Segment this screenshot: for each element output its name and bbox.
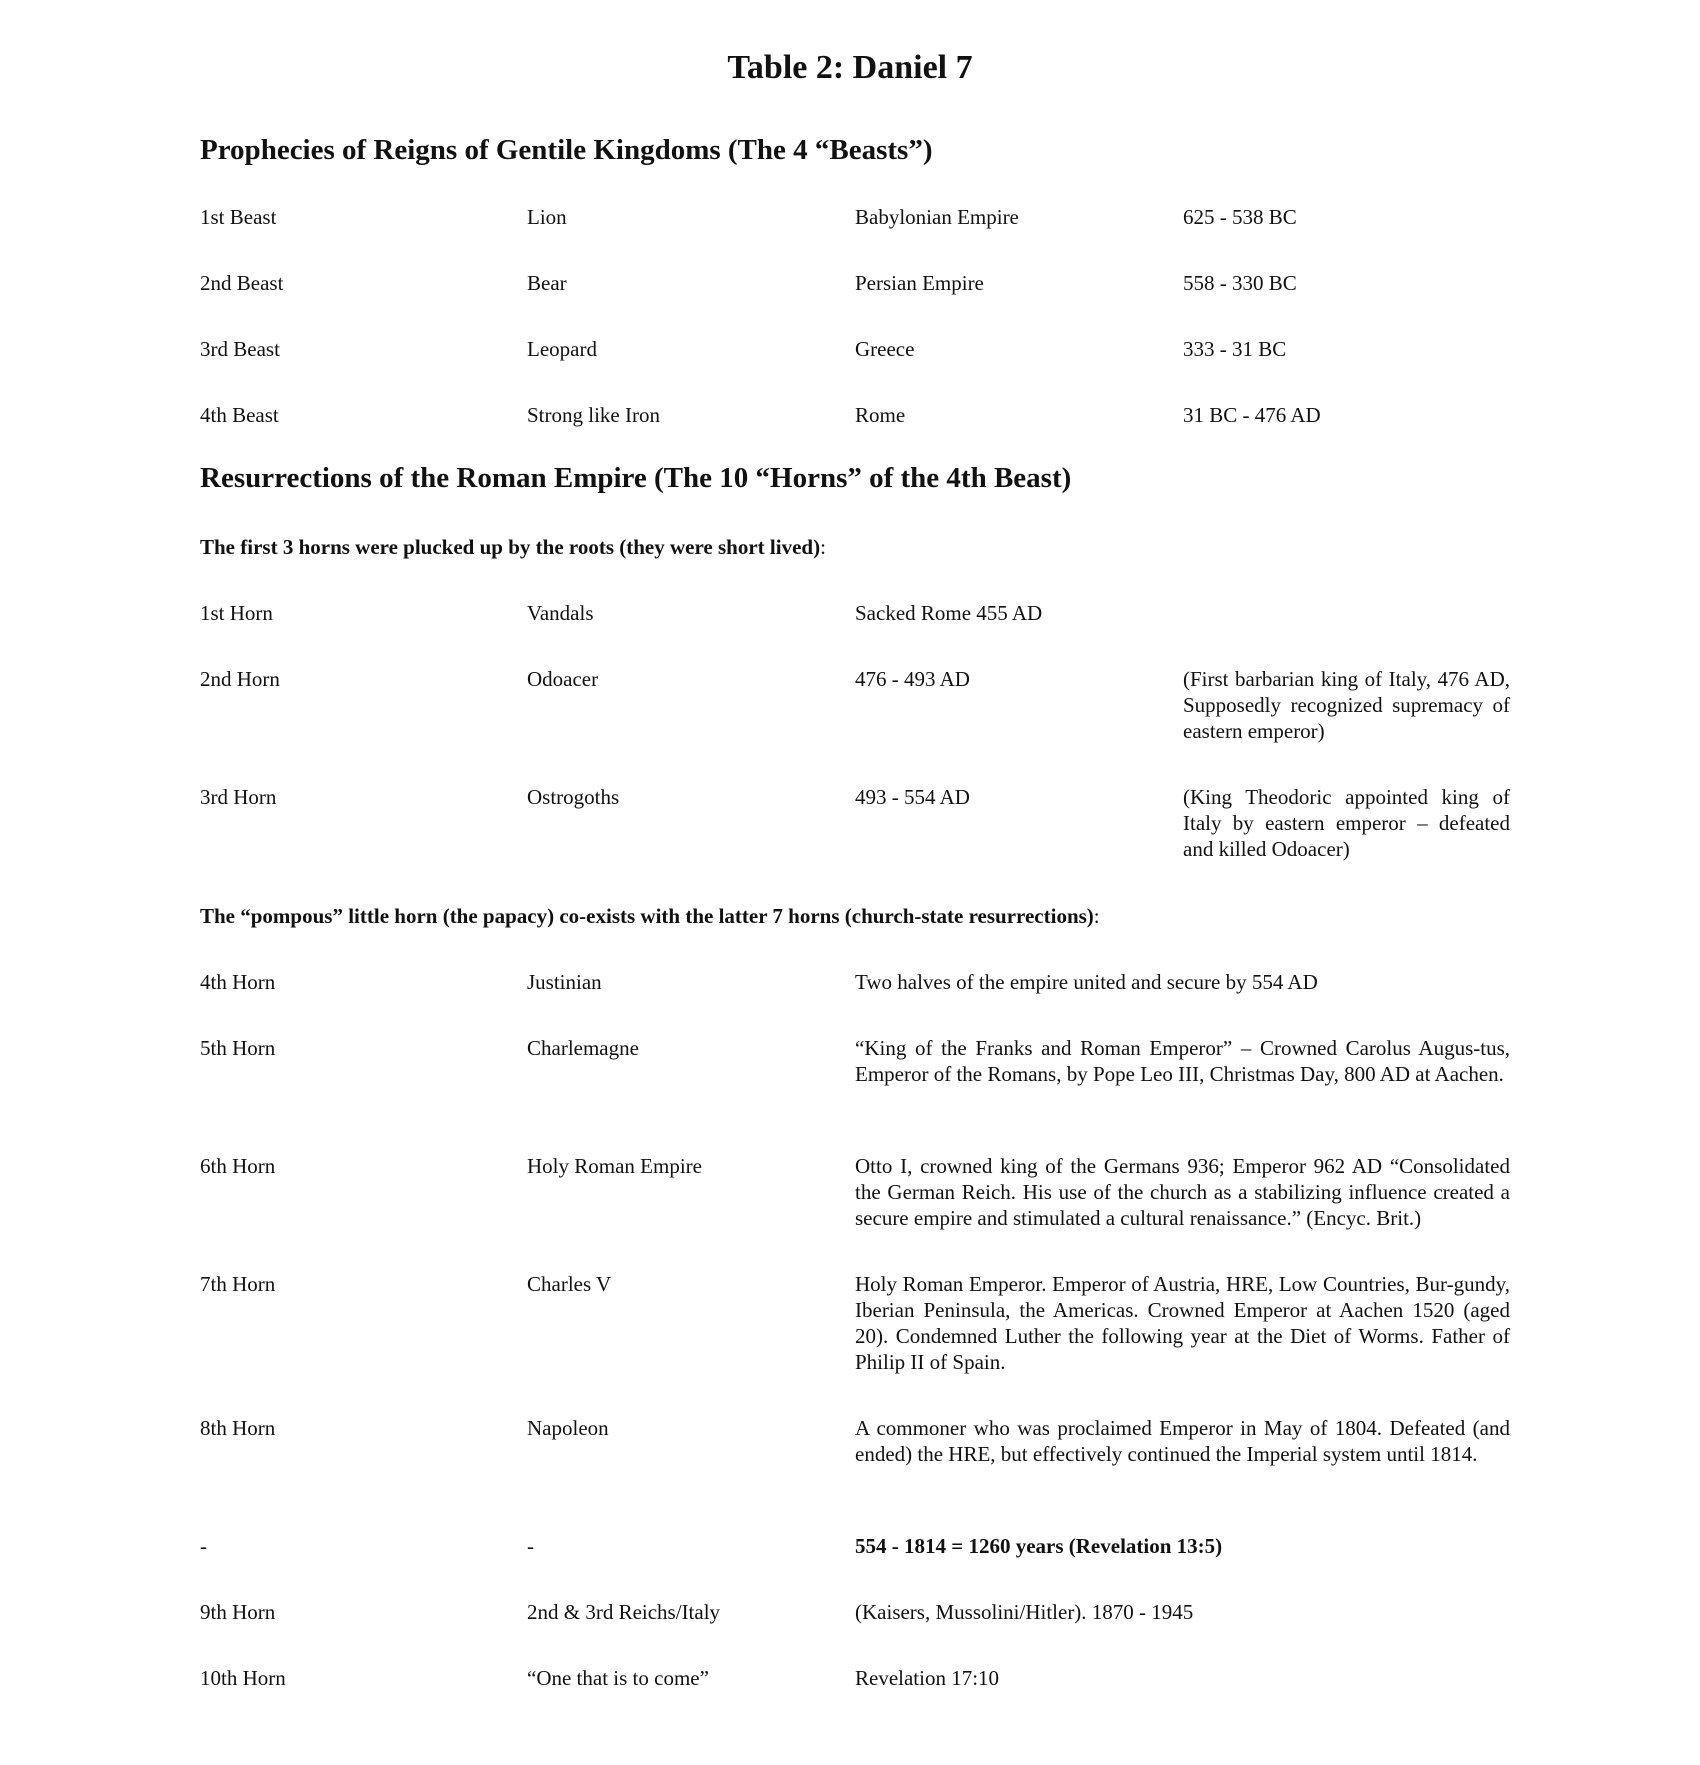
beast-kingdom: Babylonian Empire	[855, 205, 1019, 229]
horn-number: 10th Horn	[200, 1666, 286, 1690]
horn-description: “King of the Franks and Roman Emperor” – Crowned Carolus Augus-tus, Emperor of the Romans, by Pope Leo III, Christmas Day, 800 AD at Aachen.	[855, 1036, 1510, 1086]
first-group-label	[200, 534, 826, 560]
horn-number: 3rd Horn	[200, 785, 277, 809]
period-summary: 554 - 1814 = 1260 years (Revelation 13:5)	[855, 1534, 1223, 1558]
horn-name: Charles V	[527, 1272, 612, 1296]
beast-number: 3rd Beast	[200, 337, 280, 361]
first-group-label-text: The first 3 horns were plucked up by the roots (they were short lived)	[200, 535, 821, 559]
horn-note: (King Theodoric appointed king of Italy by eastern emperor – defeated and killed Odoacer)	[1183, 785, 1510, 861]
horn-event: Sacked Rome 455 AD	[855, 601, 1043, 625]
beast-number: 1st Beast	[200, 205, 277, 229]
horn-name: 2nd & 3rd Reichs/Italy	[527, 1600, 721, 1624]
horn-description: (Kaisers, Mussolini/Hitler). 1870 - 1945	[855, 1600, 1194, 1624]
beast-number: 2nd Beast	[200, 271, 284, 295]
horn-number: 4th Horn	[200, 970, 276, 994]
horn-number: 2nd Horn	[200, 667, 280, 691]
beast-dates: 333 - 31 BC	[1183, 337, 1287, 361]
horn-description: Holy Roman Emperor. Emperor of Austria, HRE, Low Countries, Bur-gundy, Iberian Peninsula, the Americas. Crowned Emperor at Aachen 1520 (aged 20). Condemned Luther the following year at the Diet of Worms. Father of Philip II of Spain.	[855, 1272, 1510, 1374]
horn-dates: 493 - 554 AD	[855, 785, 970, 809]
beast-symbol: Strong like Iron	[527, 403, 660, 427]
beast-symbol: Leopard	[527, 337, 597, 361]
horn-number: -	[200, 1534, 207, 1558]
horn-name: Napoleon	[527, 1416, 609, 1440]
first-group-label-colon: :	[820, 535, 826, 559]
horn-description: Revelation 17:10	[855, 1666, 1000, 1690]
beast-kingdom: Rome	[855, 403, 906, 427]
beasts-heading: Prophecies of Reigns of Gentile Kingdoms (The 4 “Beasts”)	[200, 134, 933, 166]
horn-dates: 476 - 493 AD	[855, 667, 970, 691]
horn-name: -	[527, 1534, 534, 1558]
second-group-label	[200, 903, 1100, 929]
horn-name: Charlemagne	[527, 1036, 639, 1060]
second-group-label-text: The “pompous” little horn (the papacy) co-exists with the latter 7 horns (church-state resurrections)	[200, 904, 1094, 928]
horn-name: Ostrogoths	[527, 785, 620, 809]
page-title: Table 2: Daniel 7	[727, 49, 973, 86]
horn-number: 1st Horn	[200, 601, 273, 625]
beast-dates: 625 - 538 BC	[1183, 205, 1297, 229]
horn-number: 8th Horn	[200, 1416, 276, 1440]
horn-name: Odoacer	[527, 667, 599, 691]
second-group-label-colon: :	[1093, 904, 1100, 928]
beast-kingdom: Persian Empire	[855, 271, 984, 295]
horn-number: 6th Horn	[200, 1154, 276, 1178]
horns-heading: Resurrections of the Roman Empire (The 10 “Horns” of the 4th Beast)	[200, 462, 1072, 494]
beast-number: 4th Beast	[200, 403, 279, 427]
horn-name: Justinian	[527, 970, 602, 994]
horn-number: 5th Horn	[200, 1036, 276, 1060]
beast-symbol: Bear	[527, 271, 567, 295]
horn-name: Holy Roman Empire	[527, 1154, 702, 1178]
beast-dates: 31 BC - 476 AD	[1183, 403, 1321, 427]
beast-symbol: Lion	[527, 205, 567, 229]
horn-name: Vandals	[527, 601, 594, 625]
horn-note: (First barbarian king of Italy, 476 AD, Supposedly recognized supremacy of eastern emperor)	[1183, 667, 1510, 743]
horn-name: “One that is to come”	[527, 1666, 709, 1690]
horn-description: Two halves of the empire united and secure by 554 AD	[855, 970, 1318, 994]
horn-number: 7th Horn	[200, 1272, 276, 1296]
horn-number: 9th Horn	[200, 1600, 276, 1624]
beast-kingdom: Greece	[855, 337, 915, 361]
horn-description: Otto I, crowned king of the Germans 936; Emperor 962 AD “Consolidated the German Reich. His use of the church as a stabilizing influence created a secure empire and stimulated a cultural renaissance.” (Encyc. Brit.)	[855, 1154, 1510, 1230]
beast-dates: 558 - 330 BC	[1183, 271, 1297, 295]
horn-description: A commoner who was proclaimed Emperor in May of 1804. Defeated (and ended) the HRE, but effectively continued the Imperial system until 1814.	[855, 1416, 1510, 1466]
